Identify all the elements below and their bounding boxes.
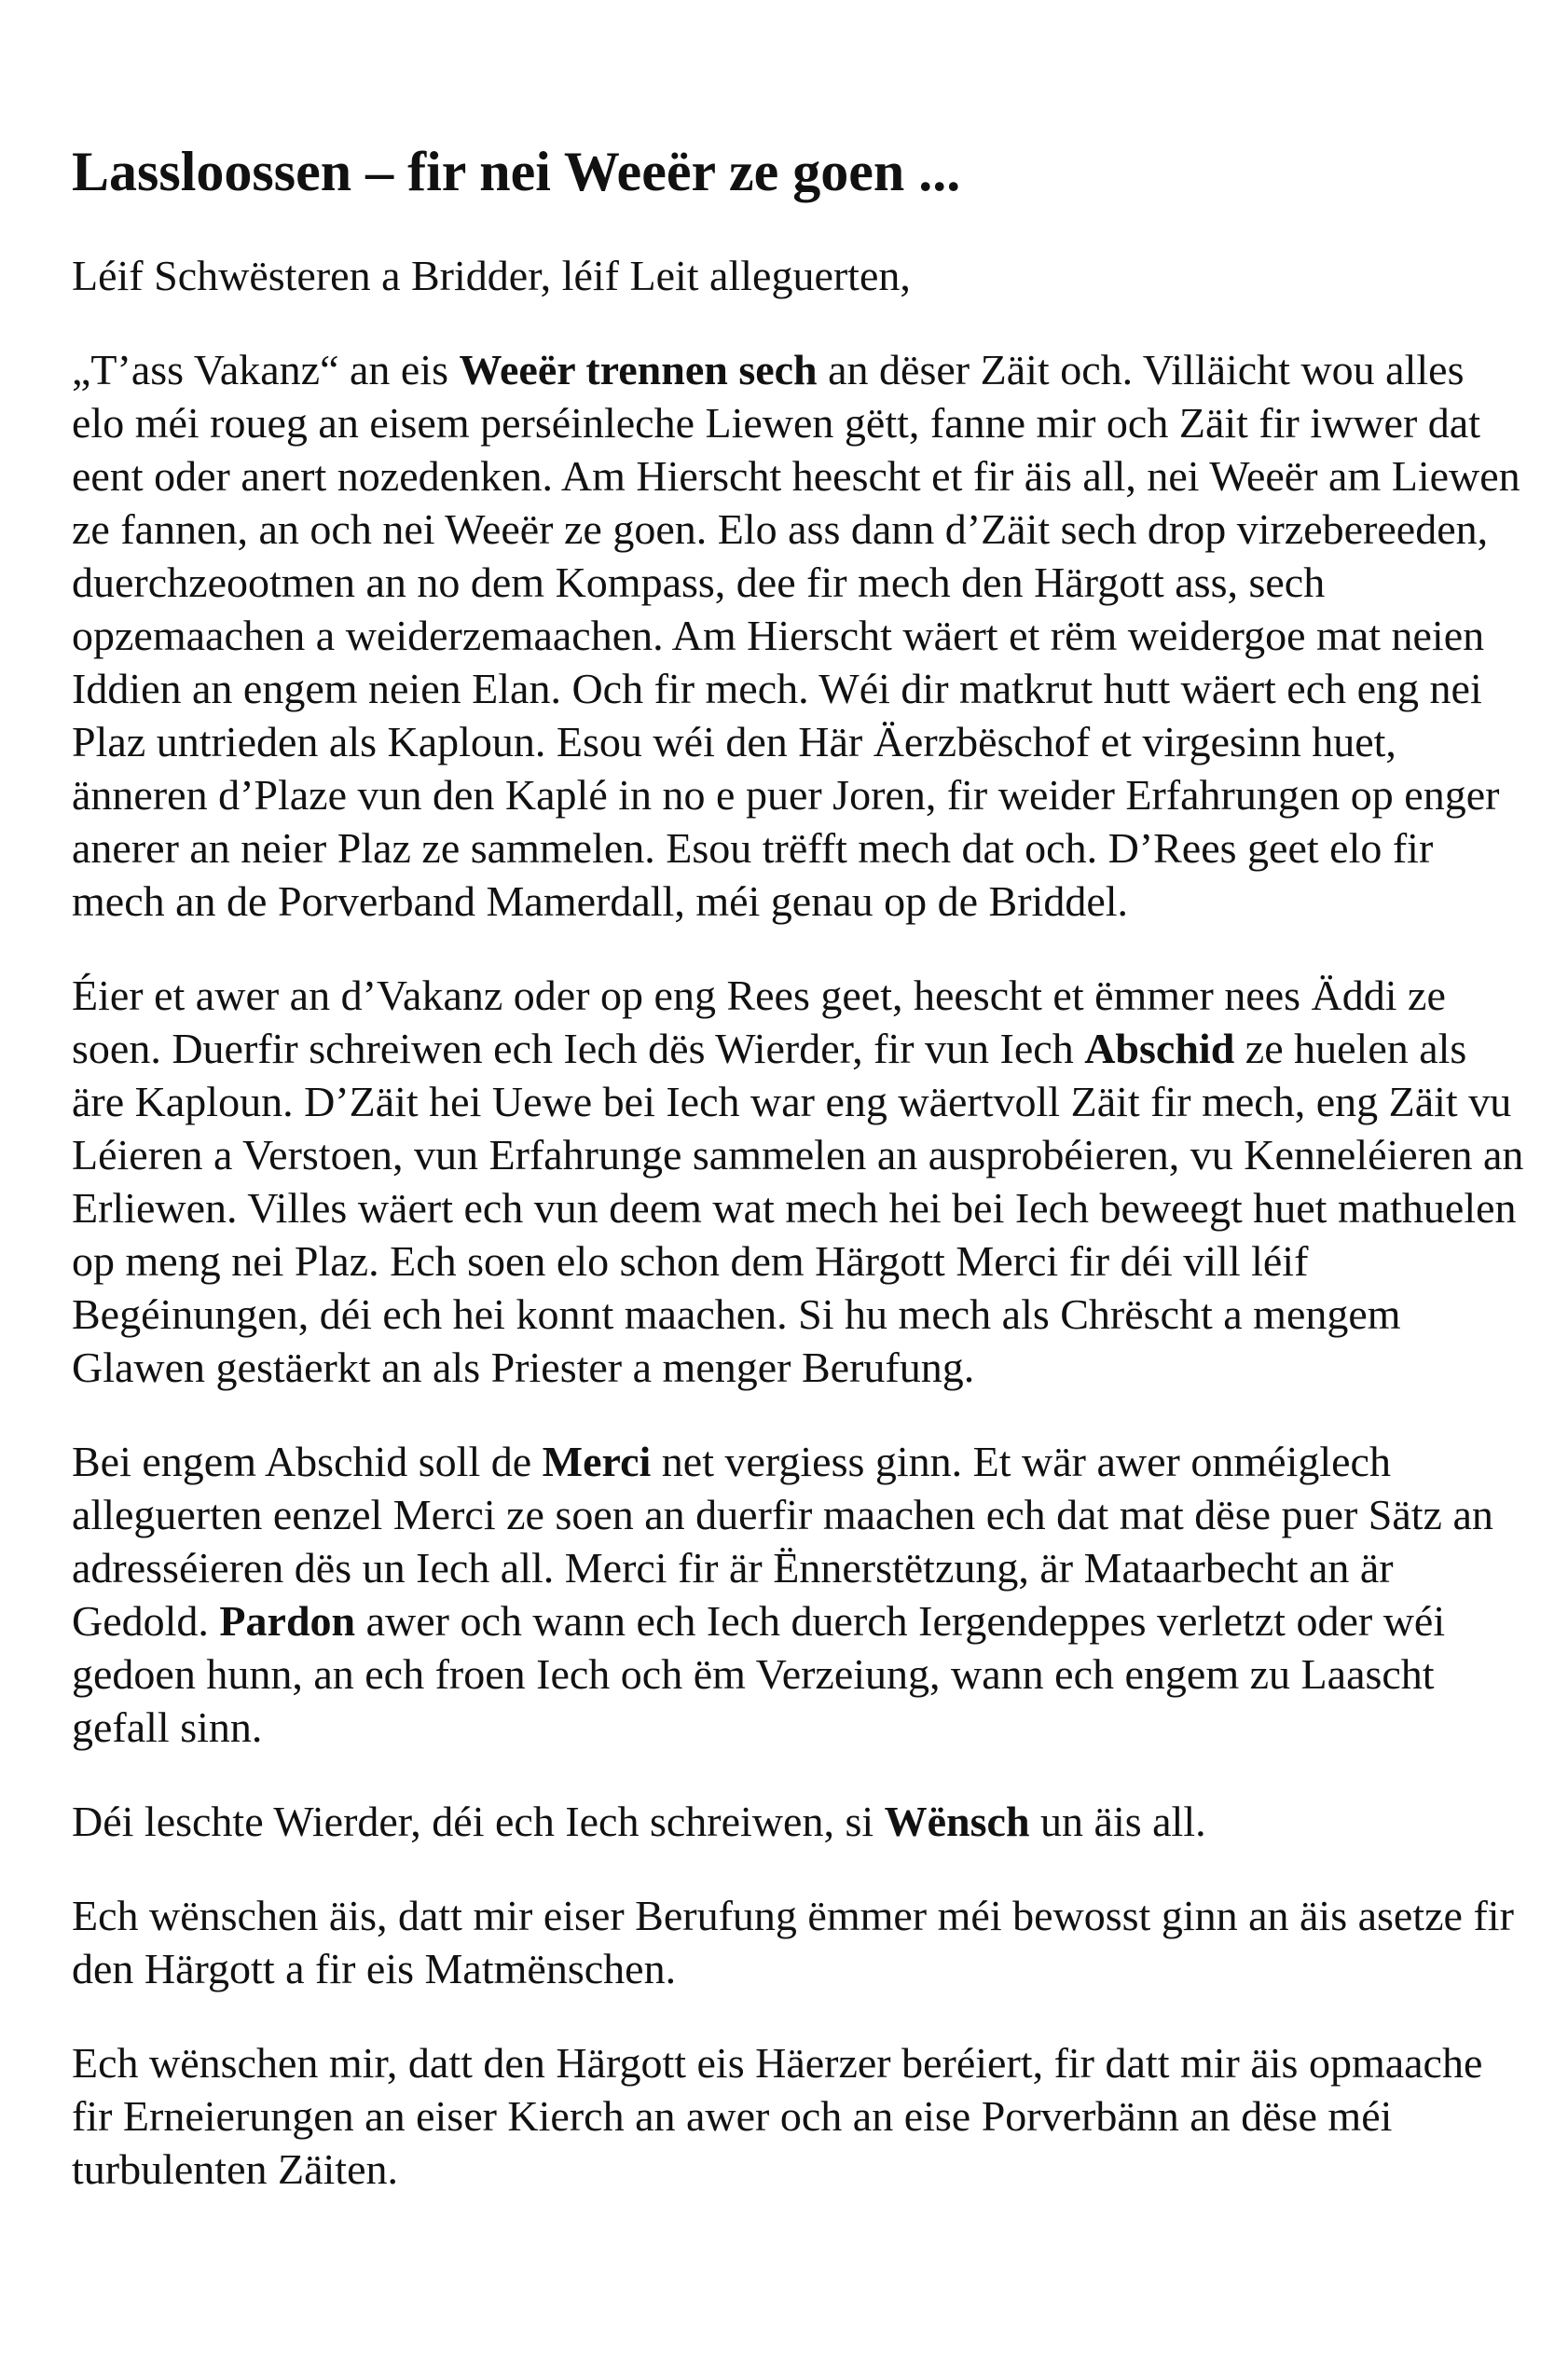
paragraph-vakanz bbox=[72, 343, 1526, 928]
paragraph-text: an dëser Zäit och. Villäicht wou alles elo méi roueg an eisem perséinleche Liewen gëtt, fanne mir och Zäit fir iwwer dat eent oder anert nozedenken. Am Hierscht heescht et fir äis all, nei Weeër am Liewen ze fannen, an och nei Weeër ze goen. Elo ass dann d’Zäit sech drop virzebereeden, duerchzeootmen an no dem Kompass, dee fir mech den Härgott ass, sech opzemaachen a weiderzemaachen. Am Hierscht wäert et rëm weidergoe mat neien Iddien an engem neien Elan. Och fir mech. Wéi dir matkrut hutt wäert ech eng nei Plaz untrieden als Kaploun. Esou wéi den Här Äerzbëschof et virgesinn huet, änneren d’Plaze vun den Kaplé in no e puer Joren, fir weider Erfahrungen op enger anerer an neier Plaz ze sammelen. Esou trëfft mech dat och. D’Rees geet elo fir mech an de Porverband Mamerdall, méi genau op de Briddel. bbox=[72, 346, 1520, 925]
document-page bbox=[72, 140, 1526, 2237]
paragraph-kierch: Ech wënschen mir, datt den Härgott eis Häerzer beréiert, fir datt mir äis opmaache fir Erneierungen an eiser Kierch an awer och an eise Porverbänn an dëse méi turbulenten Zäiten. bbox=[72, 2039, 1483, 2193]
paragraph-abschid bbox=[72, 969, 1526, 1394]
emphasis-abschid: Abschid bbox=[1084, 1025, 1235, 1072]
paragraph-text: un äis all. bbox=[1029, 1798, 1206, 1845]
emphasis-merci: Merci bbox=[542, 1438, 652, 1485]
paragraph-text: Déi leschte Wierder, déi ech Iech schreiwen, si bbox=[72, 1798, 885, 1845]
emphasis-weeer-trennen-sech: Weeër trennen sech bbox=[459, 346, 818, 393]
paragraph-text: „T’ass Vakanz“ an eis bbox=[72, 346, 460, 393]
paragraph-text: awer och wann ech Iech duerch Iergendeppes verletzt oder wéi gedoen hunn, an ech froen Iech och ëm Verzeiung, wann ech engem zu Laascht gefall sinn. bbox=[72, 1597, 1446, 1751]
paragraph-merci bbox=[72, 1435, 1526, 1754]
paragraph-text: net vergiess ginn. Et wär awer onméiglech alleguerten eenzel Merci ze soen an duerfir maachen ech dat mat dëse puer Sätz an adresséieren dës un Iech all. Merci fir är Ënnerstëtzung, är Mataarbecht an är Gedold. bbox=[72, 1438, 1493, 1645]
salutation: Léif Schwësteren a Bridder, léif Leit alleguerten, bbox=[72, 252, 911, 299]
document-title: Lassloossen – fir nei Weeër ze goen ... bbox=[72, 141, 961, 202]
emphasis-wensch: Wënsch bbox=[884, 1798, 1030, 1845]
paragraph-berufung: Ech wënschen äis, datt mir eiser Berufung ëmmer méi bewosst ginn an äis asetze fir den Härgott a fir eis Matmënschen. bbox=[72, 1892, 1514, 1992]
paragraph-text: Bei engem Abschid soll de bbox=[72, 1438, 543, 1485]
paragraph-text: Éier et awer an d’Vakanz oder op eng Rees geet, heescht et ëmmer nees Äddi ze soen. Duerfir schreiwen ech Iech dës Wierder, fir vun Iech bbox=[72, 972, 1446, 1072]
paragraph-text: ze huelen als äre Kaploun. D’Zäit hei Uewe bei Iech war eng wäertvoll Zäit fir mech, eng Zäit vu Léieren a Verstoen, vun Erfahrunge sammelen an ausprobéieren, vu Kenneléieren an Erliewen. Villes wäert ech vun deem wat mech hei bei Iech beweegt huet mathuelen op meng nei Plaz. Ech soen elo schon dem Härgott Merci fir déi vill léif Begéinungen, déi ech hei konnt maachen. Si hu mech als Chrëscht a mengem Glawen gestäerkt an als Priester a menger Berufung. bbox=[72, 1025, 1524, 1391]
paragraph-wensch bbox=[72, 1795, 1526, 1848]
emphasis-pardon: Pardon bbox=[219, 1597, 356, 1645]
